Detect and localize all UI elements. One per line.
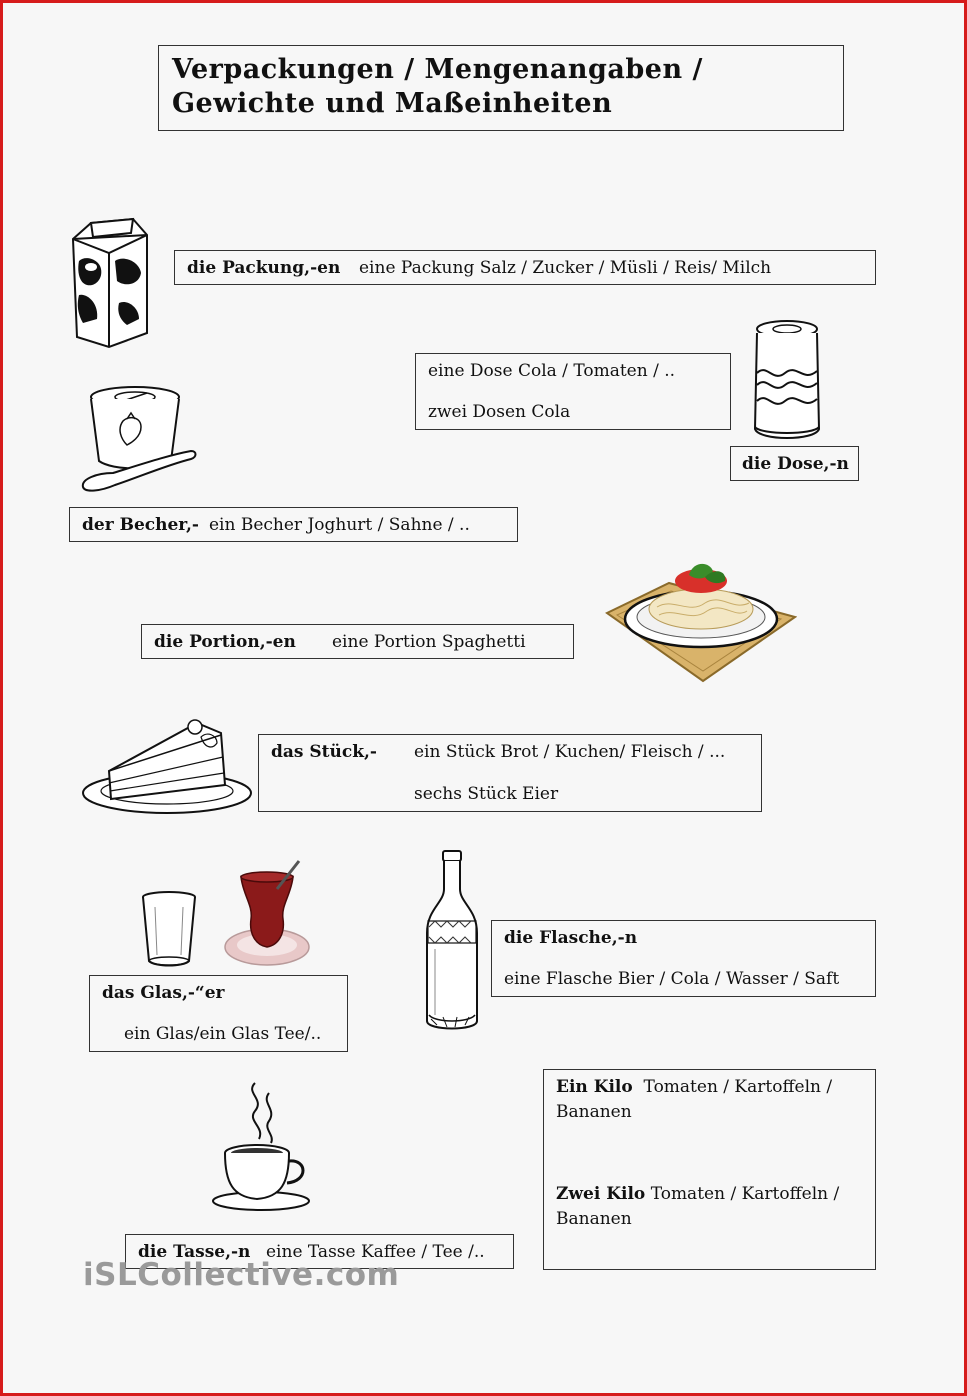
water-glass-icon <box>139 889 199 969</box>
portion-box <box>141 624 574 659</box>
glas-example: ein Glas/ein Glas Tee/.. <box>124 1024 322 1044</box>
stueck-line-2: sechs Stück Eier <box>414 784 559 804</box>
flasche-example: eine Flasche Bier / Cola / Wasser / Saft <box>504 969 840 989</box>
packung-box <box>174 250 876 285</box>
kilo-rest-2: Tomaten / Kartoffeln / <box>650 1184 840 1204</box>
dose-term-box <box>730 446 859 481</box>
coffee-cup-icon <box>211 1079 313 1217</box>
title-box <box>158 45 844 131</box>
watermark-logo: iSLCollective.com <box>83 1257 400 1293</box>
kilo-rest-1: Tomaten / Kartoffeln / <box>643 1077 833 1097</box>
dose-box <box>415 353 731 430</box>
tasse-term: die Tasse,-n <box>138 1242 251 1262</box>
flasche-term: die Flasche,-n <box>504 928 638 948</box>
stueck-box <box>258 734 762 812</box>
kilo-cont-1: Bananen <box>556 1102 632 1122</box>
dose-line-2: zwei Dosen Cola <box>428 402 571 422</box>
dose-term: die Dose,-n <box>742 454 849 474</box>
portion-example: eine Portion Spaghetti <box>332 632 526 652</box>
cake-slice-icon <box>81 713 257 817</box>
bottle-icon <box>421 849 483 1035</box>
kilo-cont-2: Bananen <box>556 1209 632 1229</box>
packung-term: die Packung,-en <box>187 258 341 278</box>
title-line-1: Verpackungen / Mengenangaben / <box>172 54 703 85</box>
milk-carton-icon <box>69 215 149 349</box>
flasche-box <box>491 920 876 997</box>
title-line-2: Gewichte und Maßeinheiten <box>172 88 613 119</box>
becher-term: der Becher,- <box>82 515 199 535</box>
kilo-box <box>543 1069 876 1270</box>
tea-glass-icon <box>221 859 313 969</box>
glas-term: das Glas,-“er <box>102 983 225 1003</box>
stueck-line-1: ein Stück Brot / Kuchen/ Fleisch / ... <box>414 742 726 762</box>
packung-example: eine Packung Salz / Zucker / Müsli / Reis/ Milch <box>359 258 772 278</box>
portion-term: die Portion,-en <box>154 632 296 652</box>
kilo-term-2: Zwei Kilo <box>556 1184 646 1204</box>
yogurt-cup-icon <box>79 385 197 495</box>
tasse-example: eine Tasse Kaffee / Tee /.. <box>266 1242 485 1262</box>
glas-box <box>89 975 348 1052</box>
kilo-term-1: Ein Kilo <box>556 1077 633 1097</box>
spaghetti-plate-icon <box>603 557 797 685</box>
dose-line-1: eine Dose Cola / Tomaten / .. <box>428 361 676 381</box>
becher-box <box>69 507 518 542</box>
soda-can-icon <box>751 319 823 443</box>
stueck-term: das Stück,- <box>271 742 377 762</box>
becher-example: ein Becher Joghurt / Sahne / .. <box>209 515 470 535</box>
